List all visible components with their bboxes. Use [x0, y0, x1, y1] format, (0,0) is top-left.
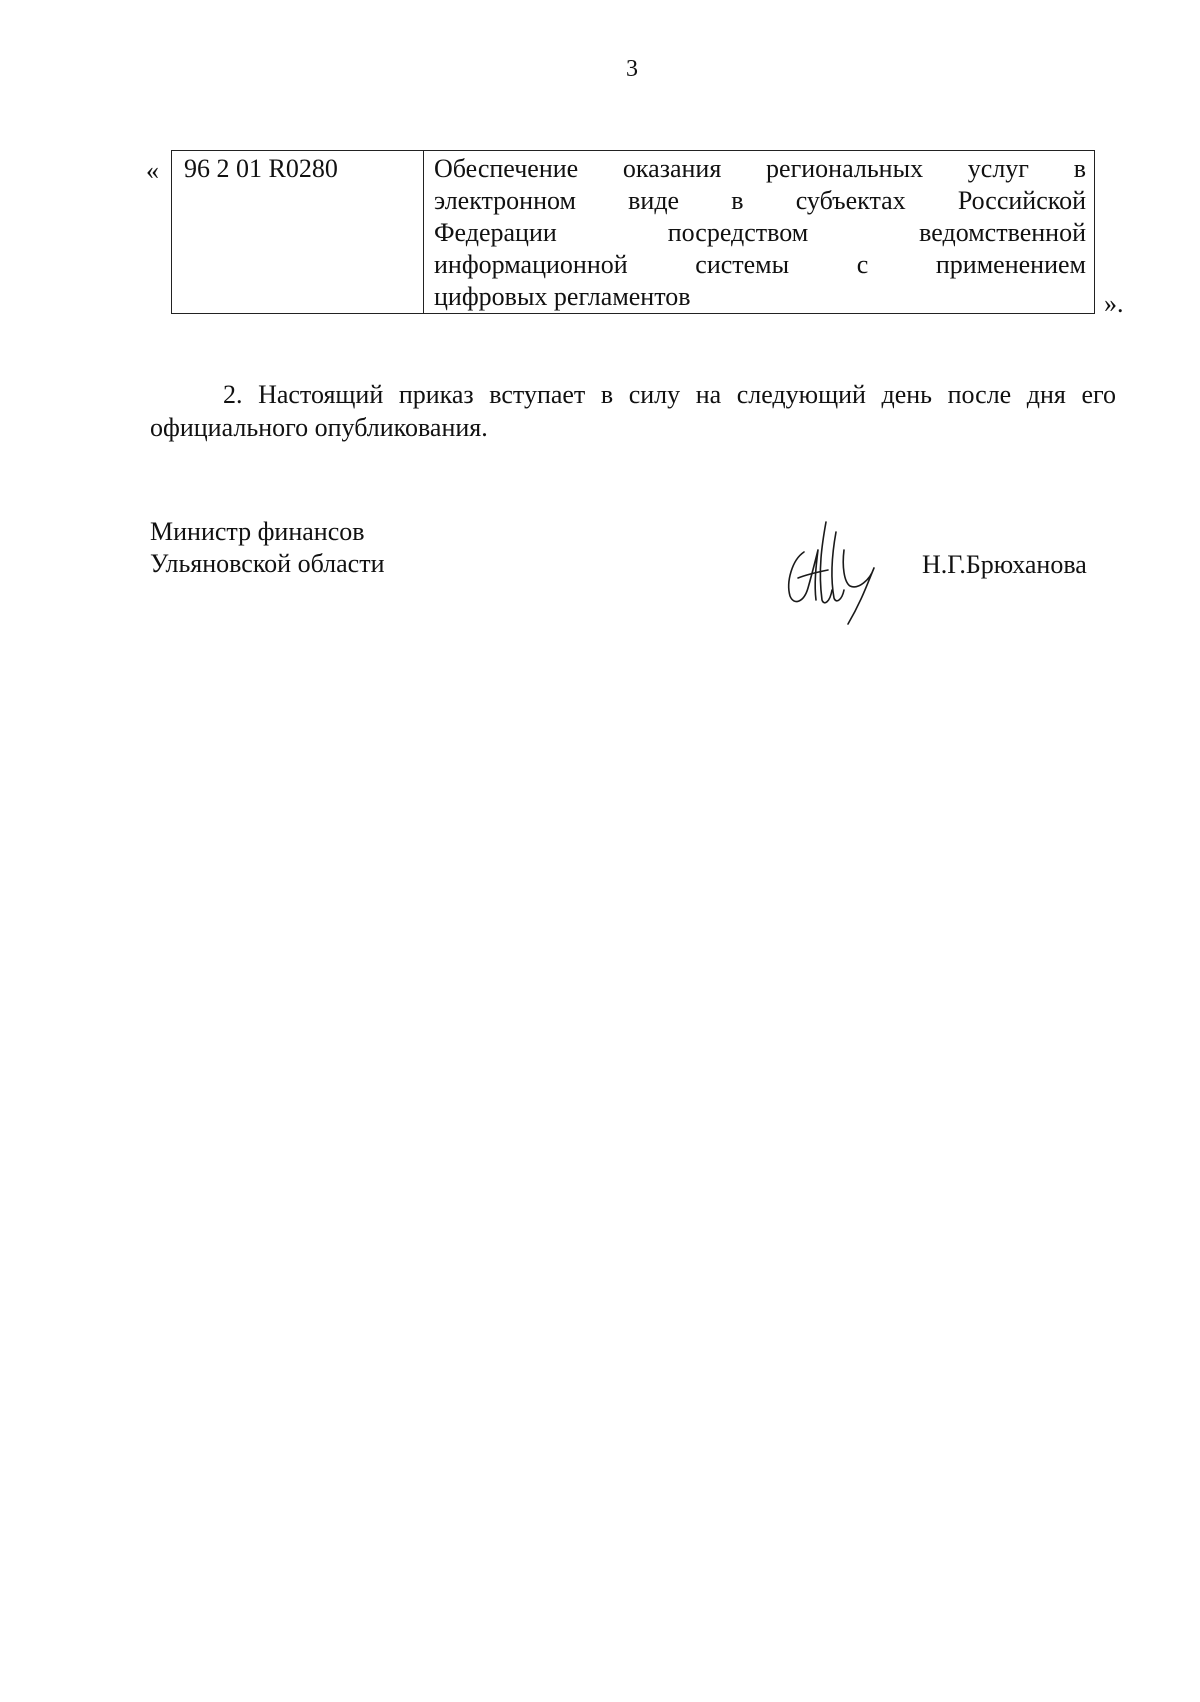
description-line — [434, 153, 1086, 185]
description-word: услуг — [967, 154, 1029, 183]
table-close-quote: ». — [1104, 289, 1124, 318]
description-word: региональных — [766, 154, 924, 183]
description-word: с — [856, 250, 869, 279]
page-number: 3 — [626, 56, 638, 82]
description-word: посредством — [667, 218, 809, 247]
signatory-title — [150, 516, 384, 580]
effective-date-paragraph: 2. Настоящий приказ вступает в силу на следующий день после дня его официального опубликования. — [150, 380, 1116, 442]
signatory-title-line: Министр финансов — [150, 517, 365, 546]
description-word: субъектах — [795, 186, 906, 215]
handwritten-signature — [778, 520, 890, 626]
code-cell: 96 2 01 R0280 — [172, 151, 424, 314]
signatory-name: Н.Г.Брюханова — [922, 550, 1087, 579]
description-line — [434, 249, 1086, 281]
description-word: Российской — [957, 186, 1086, 215]
description-word: информационной — [434, 250, 628, 279]
description-word: ведомственной — [919, 218, 1086, 247]
description-word: виде — [628, 186, 680, 215]
table-row — [172, 151, 1095, 314]
description-word: в — [731, 186, 744, 215]
description-word: в — [1073, 154, 1086, 183]
budget-code-table — [171, 150, 1095, 314]
description-word: Федерации — [434, 218, 557, 247]
description-line — [434, 217, 1086, 249]
table-open-quote: « — [146, 156, 159, 185]
description-word: системы — [695, 250, 790, 279]
description-word: цифровых регламентов — [434, 282, 691, 311]
description-word: Обеспечение — [434, 154, 579, 183]
description-word: применением — [935, 250, 1086, 279]
description-word: оказания — [622, 154, 722, 183]
description-line — [434, 185, 1086, 217]
description-cell — [424, 151, 1095, 314]
signatory-title-line: Ульяновской области — [150, 549, 385, 578]
description-line — [434, 281, 1086, 313]
description-word: электронном — [434, 186, 576, 215]
